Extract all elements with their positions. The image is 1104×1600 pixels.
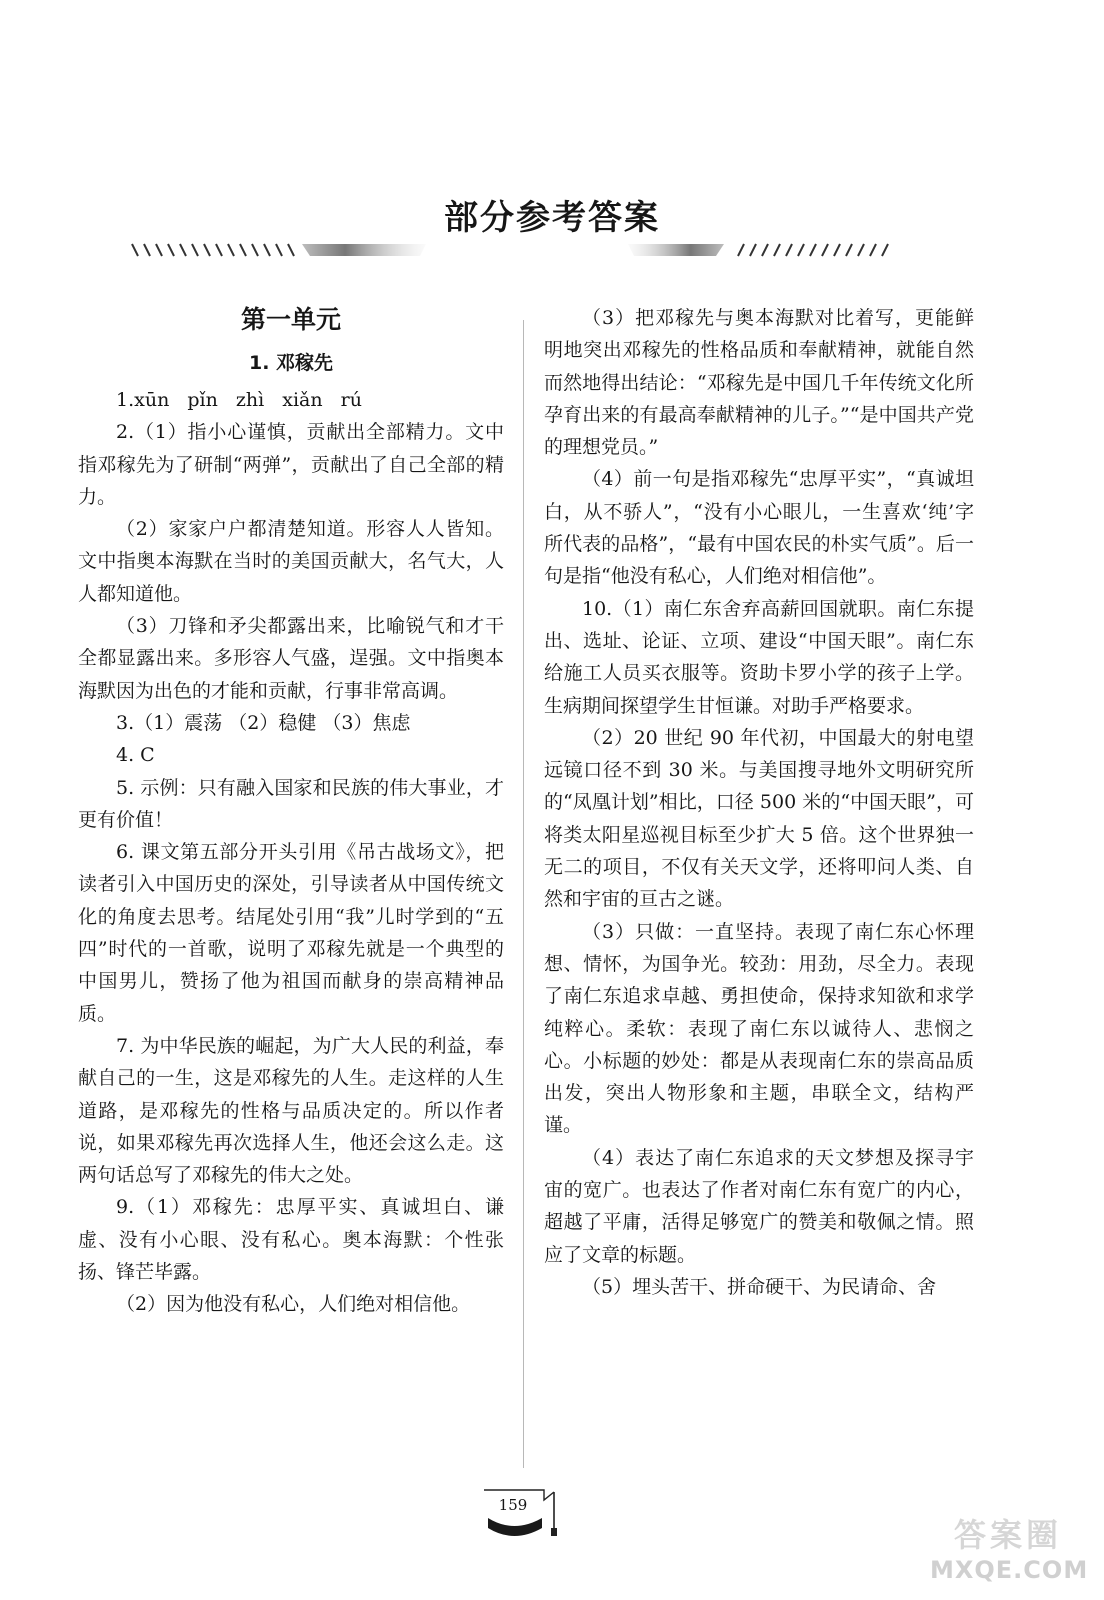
column-divider	[523, 320, 524, 1468]
answer-paragraph: 10.（1）南仁东舍弃高薪回国就职。南仁东提出、选址、论证、立项、建设“中国天眼”。南仁东给施工人员买衣服等。资助卡罗小学的孩子上学。生病期间探望学生甘恒谦。对助手严格要求。	[544, 597, 974, 717]
answer-paragraph: 5. 示例：只有融入国家和民族的伟大事业，才更有价值！	[78, 776, 504, 831]
watermark-url: MXQE.COM	[930, 1556, 1089, 1584]
answer-paragraph: （3）刀锋和矛尖都露出来，比喻锐气和才干全都显露出来。多形容人气盛，逞强。文中指奥本海默因为出色的才能和贡献，行事非常高调。	[78, 615, 504, 702]
left-column	[78, 302, 504, 1321]
watermark-text: 答案圈	[953, 1516, 1062, 1554]
unit-title: 第一单元	[240, 305, 341, 334]
answer-paragraph: 3.（1）震荡 （2）稳健 （3）焦虑	[116, 711, 411, 734]
answer-paragraph: （4）表达了南仁东追求的天文梦想及探寻宇宙的宽广。也表达了作者对南仁东有宽广的内心，超越了平庸，活得足够宽广的赞美和敬佩之情。照应了文章的标题。	[544, 1146, 974, 1266]
lesson-title: 1. 邓稼先	[248, 352, 334, 374]
watermark	[930, 1510, 1090, 1594]
answer-paragraph: （5）埋头苦干、拼命硬干、为民请命、舍	[582, 1275, 937, 1298]
answer-paragraph: （2）20 世纪 90 年代初，中国最大的射电望远镜口径不到 30 米。与美国搜寻地外文明研究所的“凤凰计划”相比，口径 500 米的“中国天眼”，可将类太阳星巡视目标至少扩大 5 倍。这个世界独一无二的项目，不仅有关天文学，还将叩问人类、自然和宇宙的亘古之谜。	[544, 726, 974, 911]
answer-paragraph: （4）前一句是指邓稼先“忠厚平实”，“真诚坦白，从不骄人”，“没有小心眼儿，一生喜欢‘纯’字所代表的品格”，“最有中国农民的朴实气质”。后一句是指“他没有私心，人们绝对相信他”。	[544, 468, 974, 588]
title-decoration-right	[628, 240, 892, 260]
right-column	[544, 302, 974, 1303]
page-number-badge	[482, 1488, 562, 1548]
answer-paragraph: 2.（1）指小心谨慎，贡献出全部精力。文中指邓稼先为了研制“两弹”，贡献出了自己全部的精力。	[78, 421, 504, 508]
answer-paragraph: 6. 课文第五部分开头引用《吊古战场文》，把读者引入中国历史的深处，引导读者从中国传统文化的角度去思考。结尾处引用“我”儿时学到的“五四”时代的一首歌，说明了邓稼先就是一个典型的中国男儿，赞扬了他为祖国而献身的崇高精神品质。	[78, 841, 504, 1025]
answer-paragraph: （2）家家户户都清楚知道。形容人人皆知。文中指奥本海默在当时的美国贡献大，名气大，人人都知道他。	[78, 518, 504, 605]
answer-paragraph: （2）因为他没有私心，人们绝对相信他。	[116, 1293, 471, 1316]
answer-paragraph: 7. 为中华民族的崛起，为广大人民的利益，奉献自己的一生，这是邓稼先的人生。走这样的人生道路，是邓稼先的性格与品质决定的。所以作者说，如果邓稼先再次选择人生，他还会这么走。这两句话总写了邓稼先的伟大之处。	[78, 1034, 504, 1187]
answer-paragraph: 4. C	[116, 744, 155, 767]
title-decoration-left	[130, 240, 426, 260]
page-number: 159	[498, 1496, 528, 1514]
answer-paragraph: （3）只做：一直坚持。表现了南仁东心怀理想、情怀，为国争光。较劲：用劲，尽全力。表现了南仁东追求卓越、勇担使命，保持求知欲和求学纯粹心。柔软：表现了南仁东以诚待人、悲悯之心。小标题的妙处：都是从表现南仁东的崇高品质出发，突出人物形象和主题，串联全文，结构严谨。	[544, 920, 974, 1137]
answer-paragraph: 9.（1）邓稼先：忠厚平实、真诚坦白、谦虚、没有小心眼、没有私心。奥本海默：个性张扬、锋芒毕露。	[78, 1196, 504, 1284]
answer-paragraph: 1.xūn pǐn zhì xiǎn rú	[116, 389, 362, 411]
page-title: 部分参考答案	[444, 198, 660, 238]
answer-paragraph: （3）把邓稼先与奥本海默对比着写，更能鲜明地突出邓稼先的性格品质和奉献精神，就能自然而然地得出结论：“邓稼先是中国几千年传统文化所孕育出来的有最高奉献精神的儿子。”“是中国共产党的理想党员。”	[544, 307, 974, 459]
